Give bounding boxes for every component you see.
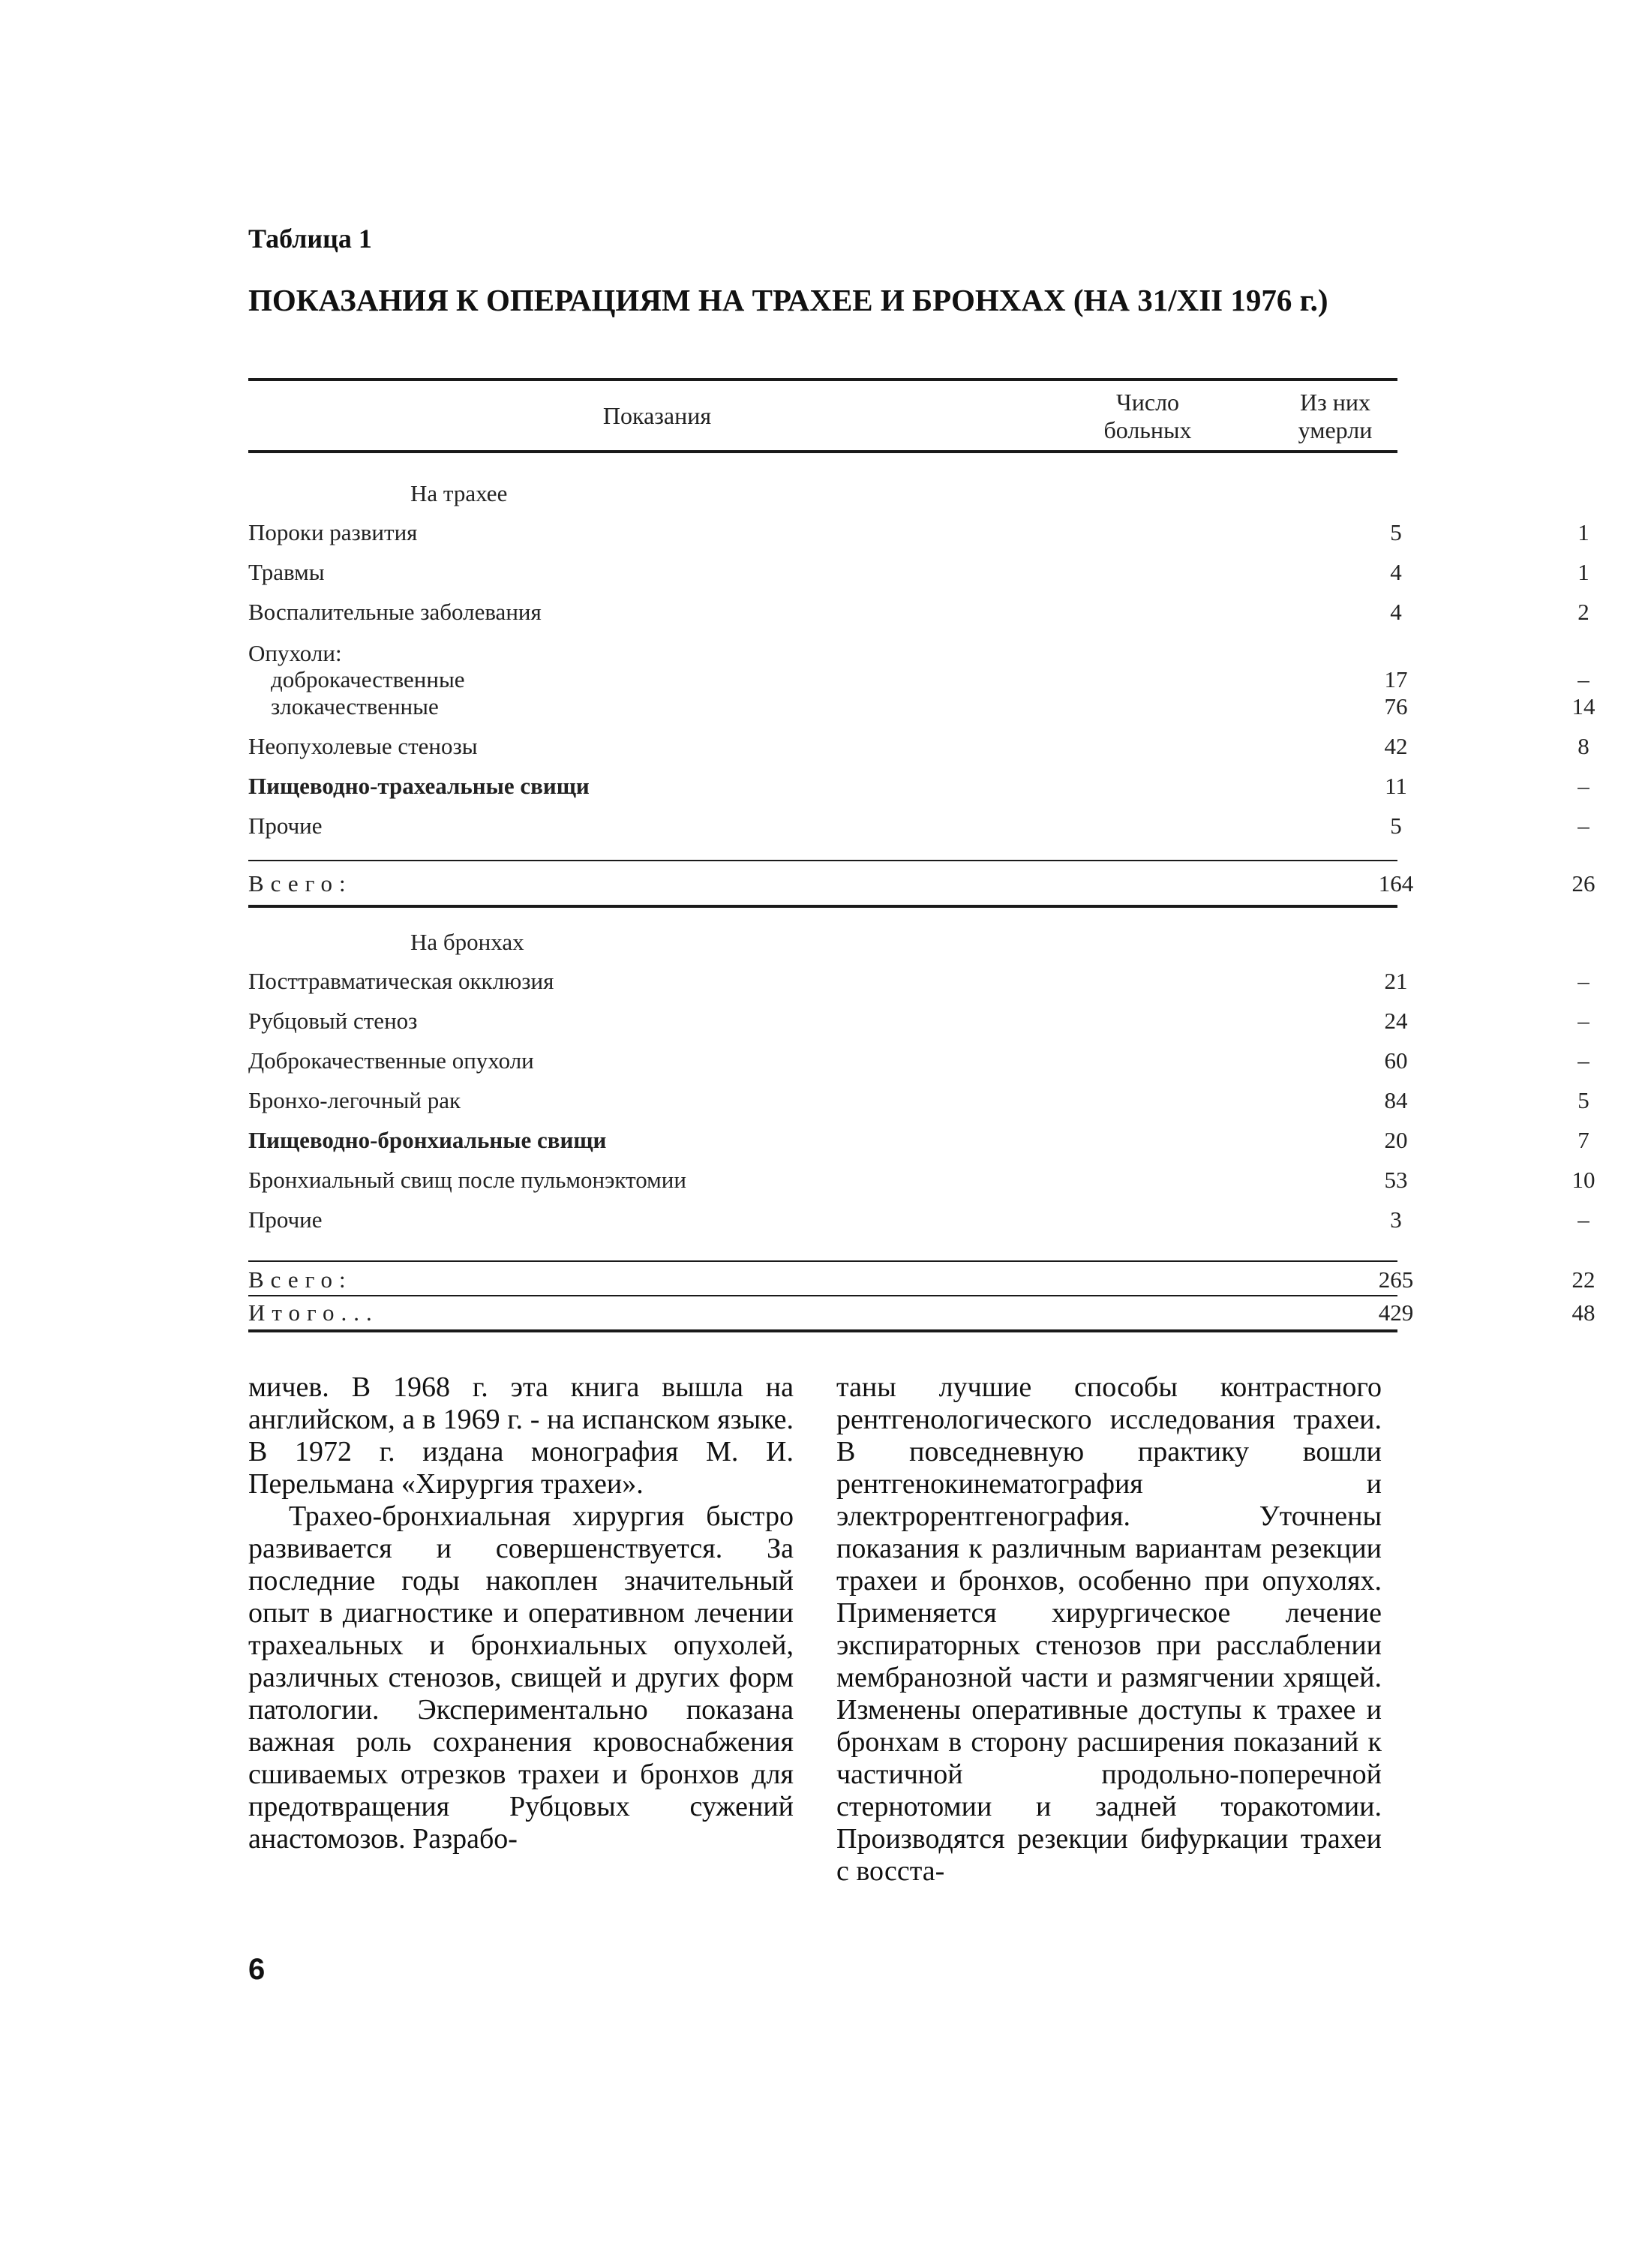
table-top-rule — [248, 378, 1397, 381]
row-died: – — [1577, 1206, 1589, 1233]
column-header-patients-line2: больных — [1103, 416, 1192, 443]
column-header-patients — [1073, 389, 1223, 444]
row-label: Бронхиальный свищ после пульмонэктомии — [248, 1167, 686, 1193]
row-label: Прочие — [248, 813, 323, 839]
table-row — [248, 1125, 1589, 1158]
row-died: – — [1577, 1008, 1589, 1034]
row-died: 5 — [1577, 1087, 1589, 1113]
row-label: Опухоли: — [248, 640, 342, 666]
column-header-patients-line1: Число — [1115, 389, 1180, 416]
row-died: – — [1577, 1047, 1589, 1074]
column-header-died-line1: Из них — [1300, 389, 1370, 416]
section-heading-bronchi — [248, 927, 1397, 960]
column-header-died-line2: умерли — [1298, 416, 1373, 443]
total-died: 26 — [1571, 870, 1595, 897]
row-died: 8 — [1577, 733, 1589, 759]
row-died: 10 — [1571, 1167, 1595, 1193]
row-label: Травмы — [248, 559, 325, 585]
row-died: 2 — [1577, 599, 1589, 625]
row-label: Прочие — [248, 1206, 323, 1233]
table-bottom-rule — [248, 1329, 1397, 1332]
row-count: 42 — [1384, 733, 1408, 759]
row-label: Бронхо-легочный рак — [248, 1087, 461, 1113]
total-row-trachea — [248, 869, 1595, 902]
row-label: Рубцовый стеноз — [248, 1008, 418, 1034]
section-heading-trachea — [248, 479, 1397, 512]
table-row — [248, 1165, 1595, 1198]
row-count: 21 — [1384, 968, 1408, 994]
page-number: 6 — [248, 1953, 266, 1986]
table-row — [248, 1205, 1589, 1238]
paragraph: таны лучшие способы контрастного рентгенологического исследования трахеи. В повседневную практику вошли рентгенокинематография и электрорентгенография. Уточнены показания к различным вариантам резекции трахеи и бронхов, особенно при опухолях. Применяется хирургическое лечение экспираторных стенозов при расслаблении мембранозной части и размягчении хрящей. Изменены оперативные доступы к трахее и бронхам в сторону расширения показаний к частичной продольно-поперечной стернотомии и задней торакотомии. Производятся резекции бифуркации трахеи с восста- — [836, 1371, 1382, 1887]
table-label: Таблица 1 — [248, 224, 372, 254]
row-label: доброкачественные — [271, 666, 465, 692]
total-label: Всего: — [248, 1266, 353, 1293]
row-died: – — [1577, 666, 1589, 692]
grand-total-count: 429 — [1378, 1299, 1414, 1326]
column-header-indication: Показания — [602, 402, 712, 429]
row-count: 4 — [1390, 559, 1402, 585]
text-column-left — [248, 1371, 794, 1855]
row-count: 5 — [1390, 813, 1402, 839]
row-count: 20 — [1384, 1127, 1408, 1153]
row-count: 76 — [1384, 693, 1408, 719]
row-label: Доброкачественные опухоли — [248, 1047, 534, 1074]
table-row — [248, 692, 1595, 725]
table-row — [248, 731, 1589, 765]
row-died: 1 — [1577, 559, 1589, 585]
row-count: 24 — [1384, 1008, 1408, 1034]
row-count: 4 — [1390, 599, 1402, 625]
total-label: Всего: — [248, 870, 353, 897]
row-label: Неопухолевые стенозы — [248, 733, 478, 759]
row-label: злокачественные — [271, 693, 439, 719]
section-label: На трахее — [410, 480, 508, 506]
total-top-rule — [248, 1260, 1397, 1262]
total-count: 164 — [1378, 870, 1414, 897]
row-died: 14 — [1571, 693, 1595, 719]
grand-total-row — [248, 1298, 1595, 1331]
row-count: 84 — [1384, 1087, 1408, 1113]
grand-total-rule — [248, 1295, 1397, 1296]
row-count: 17 — [1384, 666, 1408, 692]
paragraph: Трахео-бронхиальная хирургия быстро развивается и совершенствуется. За последние годы накоплен значительный опыт в диагностике и оперативном лечении трахеальных и бронхиальных опухолей, различных стенозов, свищей и других форм патологии. Экспериментально показана важная роль сохранения кровоснабжения сшиваемых отрезков трахеи и бронхов для предотвращения Рубцовых сужений анастомозов. Разрабо- — [248, 1500, 794, 1855]
table-row — [248, 771, 1589, 804]
total-count: 265 — [1378, 1266, 1414, 1293]
table-row — [248, 597, 1589, 630]
row-died: – — [1577, 813, 1589, 839]
row-count: 53 — [1384, 1167, 1408, 1193]
text-column-right — [836, 1371, 1382, 1888]
row-label: Пищеводно-бронхиальные свищи — [248, 1127, 607, 1153]
total-row-bronchi — [248, 1265, 1595, 1298]
row-died: 1 — [1577, 519, 1589, 545]
grand-total-died: 48 — [1571, 1299, 1595, 1326]
row-died: 7 — [1577, 1127, 1589, 1153]
row-label: Пороки развития — [248, 519, 418, 545]
table-row — [248, 518, 1589, 551]
total-died: 22 — [1571, 1266, 1595, 1293]
row-count: 60 — [1384, 1047, 1408, 1074]
section-label: На бронхах — [410, 929, 524, 955]
row-died: – — [1577, 773, 1589, 799]
paragraph: мичев. В 1968 г. эта книга вышла на английском, а в 1969 г. - на испанском языке. В 1972 г. издана монография М. И. Перельмана «Хирургия трахеи». — [248, 1371, 794, 1500]
table-title: ПОКАЗАНИЯ К ОПЕРАЦИЯМ НА ТРАХЕЕ И БРОНХАХ (НА 31/XII 1976 г.) — [248, 283, 1328, 317]
header-bottom-rule — [248, 450, 1397, 453]
table-row — [248, 1006, 1589, 1039]
row-label: Пищеводно-трахеальные свищи — [248, 773, 590, 799]
total-top-rule — [248, 860, 1397, 861]
table-row — [248, 811, 1589, 844]
table-row — [248, 1046, 1589, 1079]
row-label: Посттравматическая окклюзия — [248, 968, 554, 994]
table-row — [248, 557, 1589, 590]
column-header-died — [1275, 389, 1395, 444]
row-label: Воспалительные заболевания — [248, 599, 542, 625]
row-count: 5 — [1390, 519, 1402, 545]
row-count: 3 — [1390, 1206, 1402, 1233]
row-died: – — [1577, 968, 1589, 994]
section-divider-rule — [248, 905, 1397, 908]
table-row — [248, 966, 1589, 999]
table-row — [248, 1086, 1589, 1119]
grand-total-label: Итого... — [248, 1299, 379, 1326]
row-count: 11 — [1385, 773, 1407, 799]
